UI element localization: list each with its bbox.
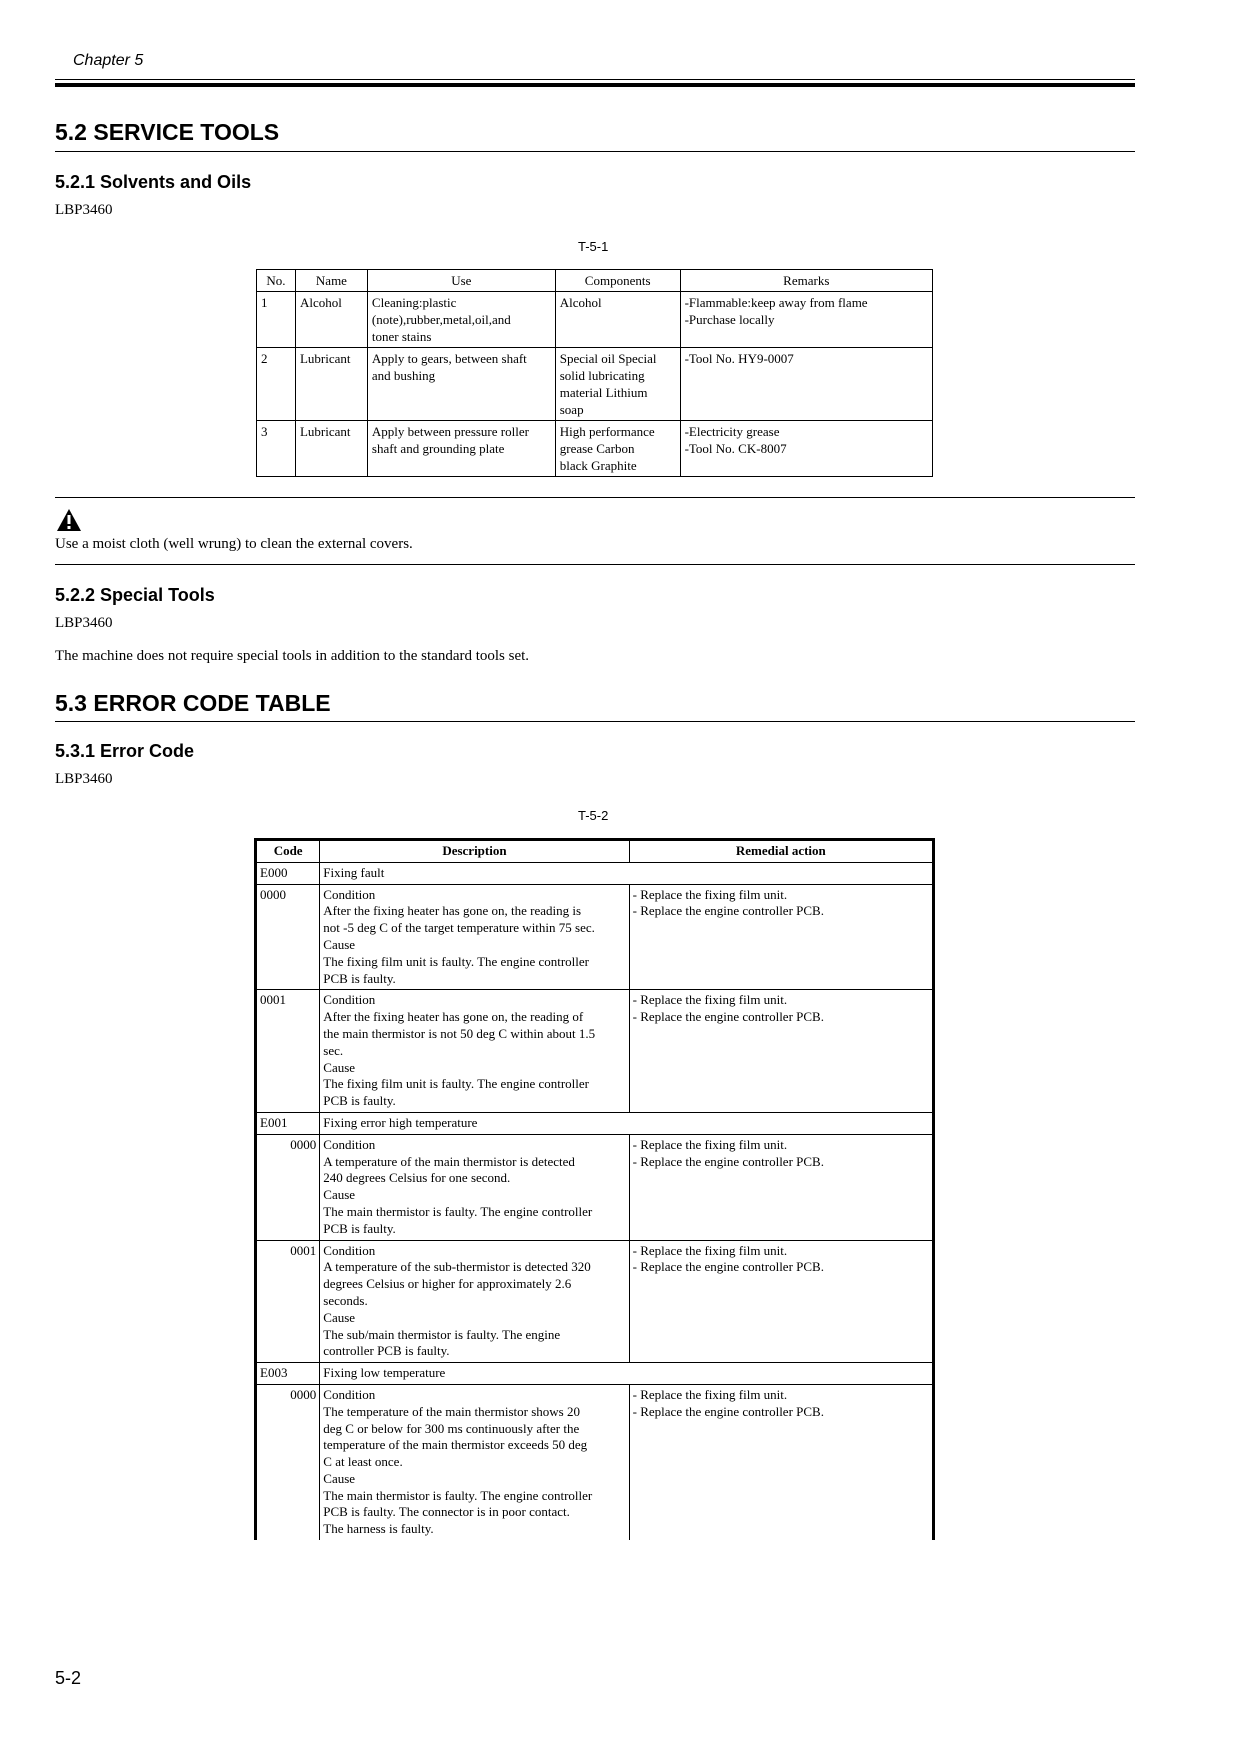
page-number: 5-2 xyxy=(55,1668,82,1688)
cell-line: PCB is faulty. The connector is in poor contact. xyxy=(323,1504,570,1520)
cell-line: soap xyxy=(559,402,584,417)
column-header: No. xyxy=(257,270,296,292)
cell-line: - Replace the fixing film unit. xyxy=(632,1136,788,1152)
section-title-error-code-table: 5.3 ERROR CODE TABLE xyxy=(55,690,331,716)
cell-line: The main thermistor is faulty. The engine controller xyxy=(323,1487,593,1503)
table-caption: T-5-2 xyxy=(578,808,609,823)
error-group-row xyxy=(256,1363,934,1385)
cell-line: -Electricity grease xyxy=(684,424,780,439)
cell-line: - Replace the engine controller PCB. xyxy=(632,1153,824,1169)
cell-remedial-action xyxy=(629,884,933,990)
cell-description xyxy=(320,1112,934,1134)
cell-line: Apply between pressure roller xyxy=(371,424,529,439)
subsection-title-error-code: 5.3.1 Error Code xyxy=(55,741,195,761)
cell-line: - Replace the fixing film unit. xyxy=(632,1386,788,1402)
model-label: LBP3460 xyxy=(55,615,113,631)
cell-line: After the fixing heater has gone on, the reading is xyxy=(323,903,582,919)
cell-line: shaft and grounding plate xyxy=(371,441,505,456)
cell-line: PCB is faulty. xyxy=(323,970,396,986)
solvents-oils-table xyxy=(256,269,933,477)
cell-line: black Graphite xyxy=(559,458,637,473)
cell-line: Special oil Special xyxy=(559,351,657,366)
cell-components xyxy=(555,348,680,421)
cell-line: grease Carbon xyxy=(559,441,635,456)
cell-line: C at least once. xyxy=(323,1454,403,1470)
cell-line: degrees Celsius or higher for approximately 2.6 xyxy=(323,1276,572,1292)
table-caption: T-5-1 xyxy=(578,239,609,254)
caution-box xyxy=(55,497,1135,565)
error-detail-row xyxy=(256,990,934,1113)
cell-description xyxy=(320,1240,629,1363)
cell-line: A temperature of the main thermistor is detected xyxy=(323,1153,575,1169)
header-rule-thick xyxy=(55,83,1135,87)
section-rule xyxy=(55,151,1135,152)
cell-description xyxy=(320,1134,629,1240)
cell-line: toner stains xyxy=(371,329,432,344)
cell-description xyxy=(320,1363,934,1385)
cell-line: The fixing film unit is faulty. The engine controller xyxy=(323,953,589,969)
cell-components xyxy=(555,421,680,477)
cell-no: 1 xyxy=(257,292,296,348)
cell-line: A temperature of the sub-thermistor is detected 320 xyxy=(323,1259,591,1275)
cell-line: Condition xyxy=(323,1136,376,1152)
cell-description xyxy=(320,862,934,884)
column-header: Remedial action xyxy=(629,840,933,863)
error-group-row xyxy=(256,862,934,884)
cell-use xyxy=(367,421,555,477)
cell-line: and bushing xyxy=(371,368,436,383)
cell-line: Fixing fault xyxy=(323,864,385,880)
cell-code: E001 xyxy=(256,1112,320,1134)
model-label: LBP3460 xyxy=(55,771,113,787)
cell-name: Alcohol xyxy=(295,292,367,348)
cell-line: temperature of the main thermistor exceeds 50 deg xyxy=(323,1437,588,1453)
cell-line: -Purchase locally xyxy=(684,312,775,327)
cell-code: E000 xyxy=(256,862,320,884)
caution-text: Use a moist cloth (well wrung) to clean the external covers. xyxy=(55,536,413,552)
column-header: Code xyxy=(256,840,320,863)
cell-line: - Replace the fixing film unit. xyxy=(632,886,788,902)
cell-line: - Replace the engine controller PCB. xyxy=(632,903,824,919)
cell-remedial-action xyxy=(629,1240,933,1363)
cell-line: The sub/main thermistor is faulty. The engine xyxy=(323,1326,561,1342)
section-rule xyxy=(55,721,1135,722)
section-title-service-tools: 5.2 SERVICE TOOLS xyxy=(55,119,280,145)
cell-line: material Lithium xyxy=(559,385,648,400)
column-header: Components xyxy=(555,270,680,292)
cell-line: Fixing error high temperature xyxy=(323,1114,478,1130)
table-row xyxy=(257,348,933,421)
cell-line: - Replace the fixing film unit. xyxy=(632,1242,788,1258)
cell-line: seconds. xyxy=(323,1292,368,1308)
cell-line: Fixing low temperature xyxy=(323,1365,446,1381)
cell-line: -Flammable:keep away from flame xyxy=(684,295,868,310)
cell-no: 3 xyxy=(257,421,296,477)
column-header: Use xyxy=(367,270,555,292)
subsection-title-solvents: 5.2.1 Solvents and Oils xyxy=(55,172,252,192)
cell-remarks xyxy=(680,292,932,348)
cell-remedial-action xyxy=(629,990,933,1113)
cell-line: - Replace the engine controller PCB. xyxy=(632,1259,824,1275)
error-group-row xyxy=(256,1112,934,1134)
cell-line: Cause xyxy=(323,936,356,952)
error-detail-row xyxy=(256,884,934,990)
cell-line: the main thermistor is not 50 deg C within about 1.5 xyxy=(323,1025,596,1041)
cell-line: - Replace the engine controller PCB. xyxy=(632,1403,824,1419)
table-header-row xyxy=(256,840,934,863)
cell-line: Cleaning:plastic xyxy=(371,295,457,310)
subsection-title-special-tools: 5.2.2 Special Tools xyxy=(55,585,215,605)
cell-line: -Tool No. CK-8007 xyxy=(684,441,787,456)
table-row xyxy=(257,292,933,348)
cell-line: The main thermistor is faulty. The engine controller xyxy=(323,1203,593,1219)
cell-line: sec. xyxy=(323,1042,344,1058)
cell-remarks xyxy=(680,348,932,421)
error-code-table xyxy=(254,838,935,1540)
table-row xyxy=(257,421,933,477)
table-header-row xyxy=(257,270,933,292)
cell-description xyxy=(320,884,629,990)
cell-remarks xyxy=(680,421,932,477)
cell-code: 0001 xyxy=(256,1240,320,1363)
error-detail-row xyxy=(256,1240,934,1363)
cell-remedial-action xyxy=(629,1384,933,1540)
cell-line: Cause xyxy=(323,1187,356,1203)
cell-line: - Replace the fixing film unit. xyxy=(632,992,788,1008)
column-header: Remarks xyxy=(680,270,932,292)
cell-line: The harness is faulty. xyxy=(323,1521,434,1537)
column-header: Name xyxy=(295,270,367,292)
cell-line: The fixing film unit is faulty. The engine controller xyxy=(323,1076,589,1092)
header-rule-thin xyxy=(55,79,1135,80)
cell-line: (note),rubber,metal,oil,and xyxy=(371,312,511,327)
cell-code: E003 xyxy=(256,1363,320,1385)
error-detail-row xyxy=(256,1134,934,1240)
cell-name: Lubricant xyxy=(295,348,367,421)
cell-code: 0000 xyxy=(256,884,320,990)
cell-line: Condition xyxy=(323,1386,376,1402)
column-header: Description xyxy=(320,840,629,863)
error-detail-row xyxy=(256,1384,934,1540)
cell-line: 240 degrees Celsius for one second. xyxy=(323,1170,511,1186)
cell-line: Cause xyxy=(323,1059,356,1075)
cell-line: Condition xyxy=(323,1242,376,1258)
special-tools-text: The machine does not require special tools in addition to the standard tools set. xyxy=(55,648,530,664)
cell-line: solid lubricating xyxy=(559,368,645,383)
cell-line: Alcohol xyxy=(559,295,602,310)
chapter-header: Chapter 5 xyxy=(73,52,144,69)
model-label: LBP3460 xyxy=(55,202,113,218)
cell-code: 0000 xyxy=(256,1134,320,1240)
cell-line: Cause xyxy=(323,1470,356,1486)
cell-line: Condition xyxy=(323,886,376,902)
cell-components xyxy=(555,292,680,348)
cell-line: Condition xyxy=(323,992,376,1008)
cell-line: -Tool No. HY9-0007 xyxy=(684,351,794,366)
cell-line: PCB is faulty. xyxy=(323,1220,396,1236)
cell-line: deg C or below for 300 ms continuously after the xyxy=(323,1420,580,1436)
cell-line: not -5 deg C of the target temperature within 75 sec. xyxy=(323,920,595,936)
cell-no: 2 xyxy=(257,348,296,421)
cell-line: PCB is faulty. xyxy=(323,1093,396,1109)
cell-line: After the fixing heater has gone on, the reading of xyxy=(323,1009,584,1025)
cell-name: Lubricant xyxy=(295,421,367,477)
warning-icon xyxy=(56,508,82,532)
cell-description xyxy=(320,990,629,1113)
cell-remedial-action xyxy=(629,1134,933,1240)
cell-line: Apply to gears, between shaft xyxy=(371,351,527,366)
cell-line: The temperature of the main thermistor shows 20 xyxy=(323,1403,580,1419)
cell-line: High performance xyxy=(559,424,655,439)
cell-description xyxy=(320,1384,629,1540)
cell-line: Cause xyxy=(323,1309,356,1325)
cell-use xyxy=(367,348,555,421)
cell-line: - Replace the engine controller PCB. xyxy=(632,1009,824,1025)
cell-code: 0000 xyxy=(256,1384,320,1540)
cell-use xyxy=(367,292,555,348)
cell-line: controller PCB is faulty. xyxy=(323,1343,450,1359)
cell-code: 0001 xyxy=(256,990,320,1113)
